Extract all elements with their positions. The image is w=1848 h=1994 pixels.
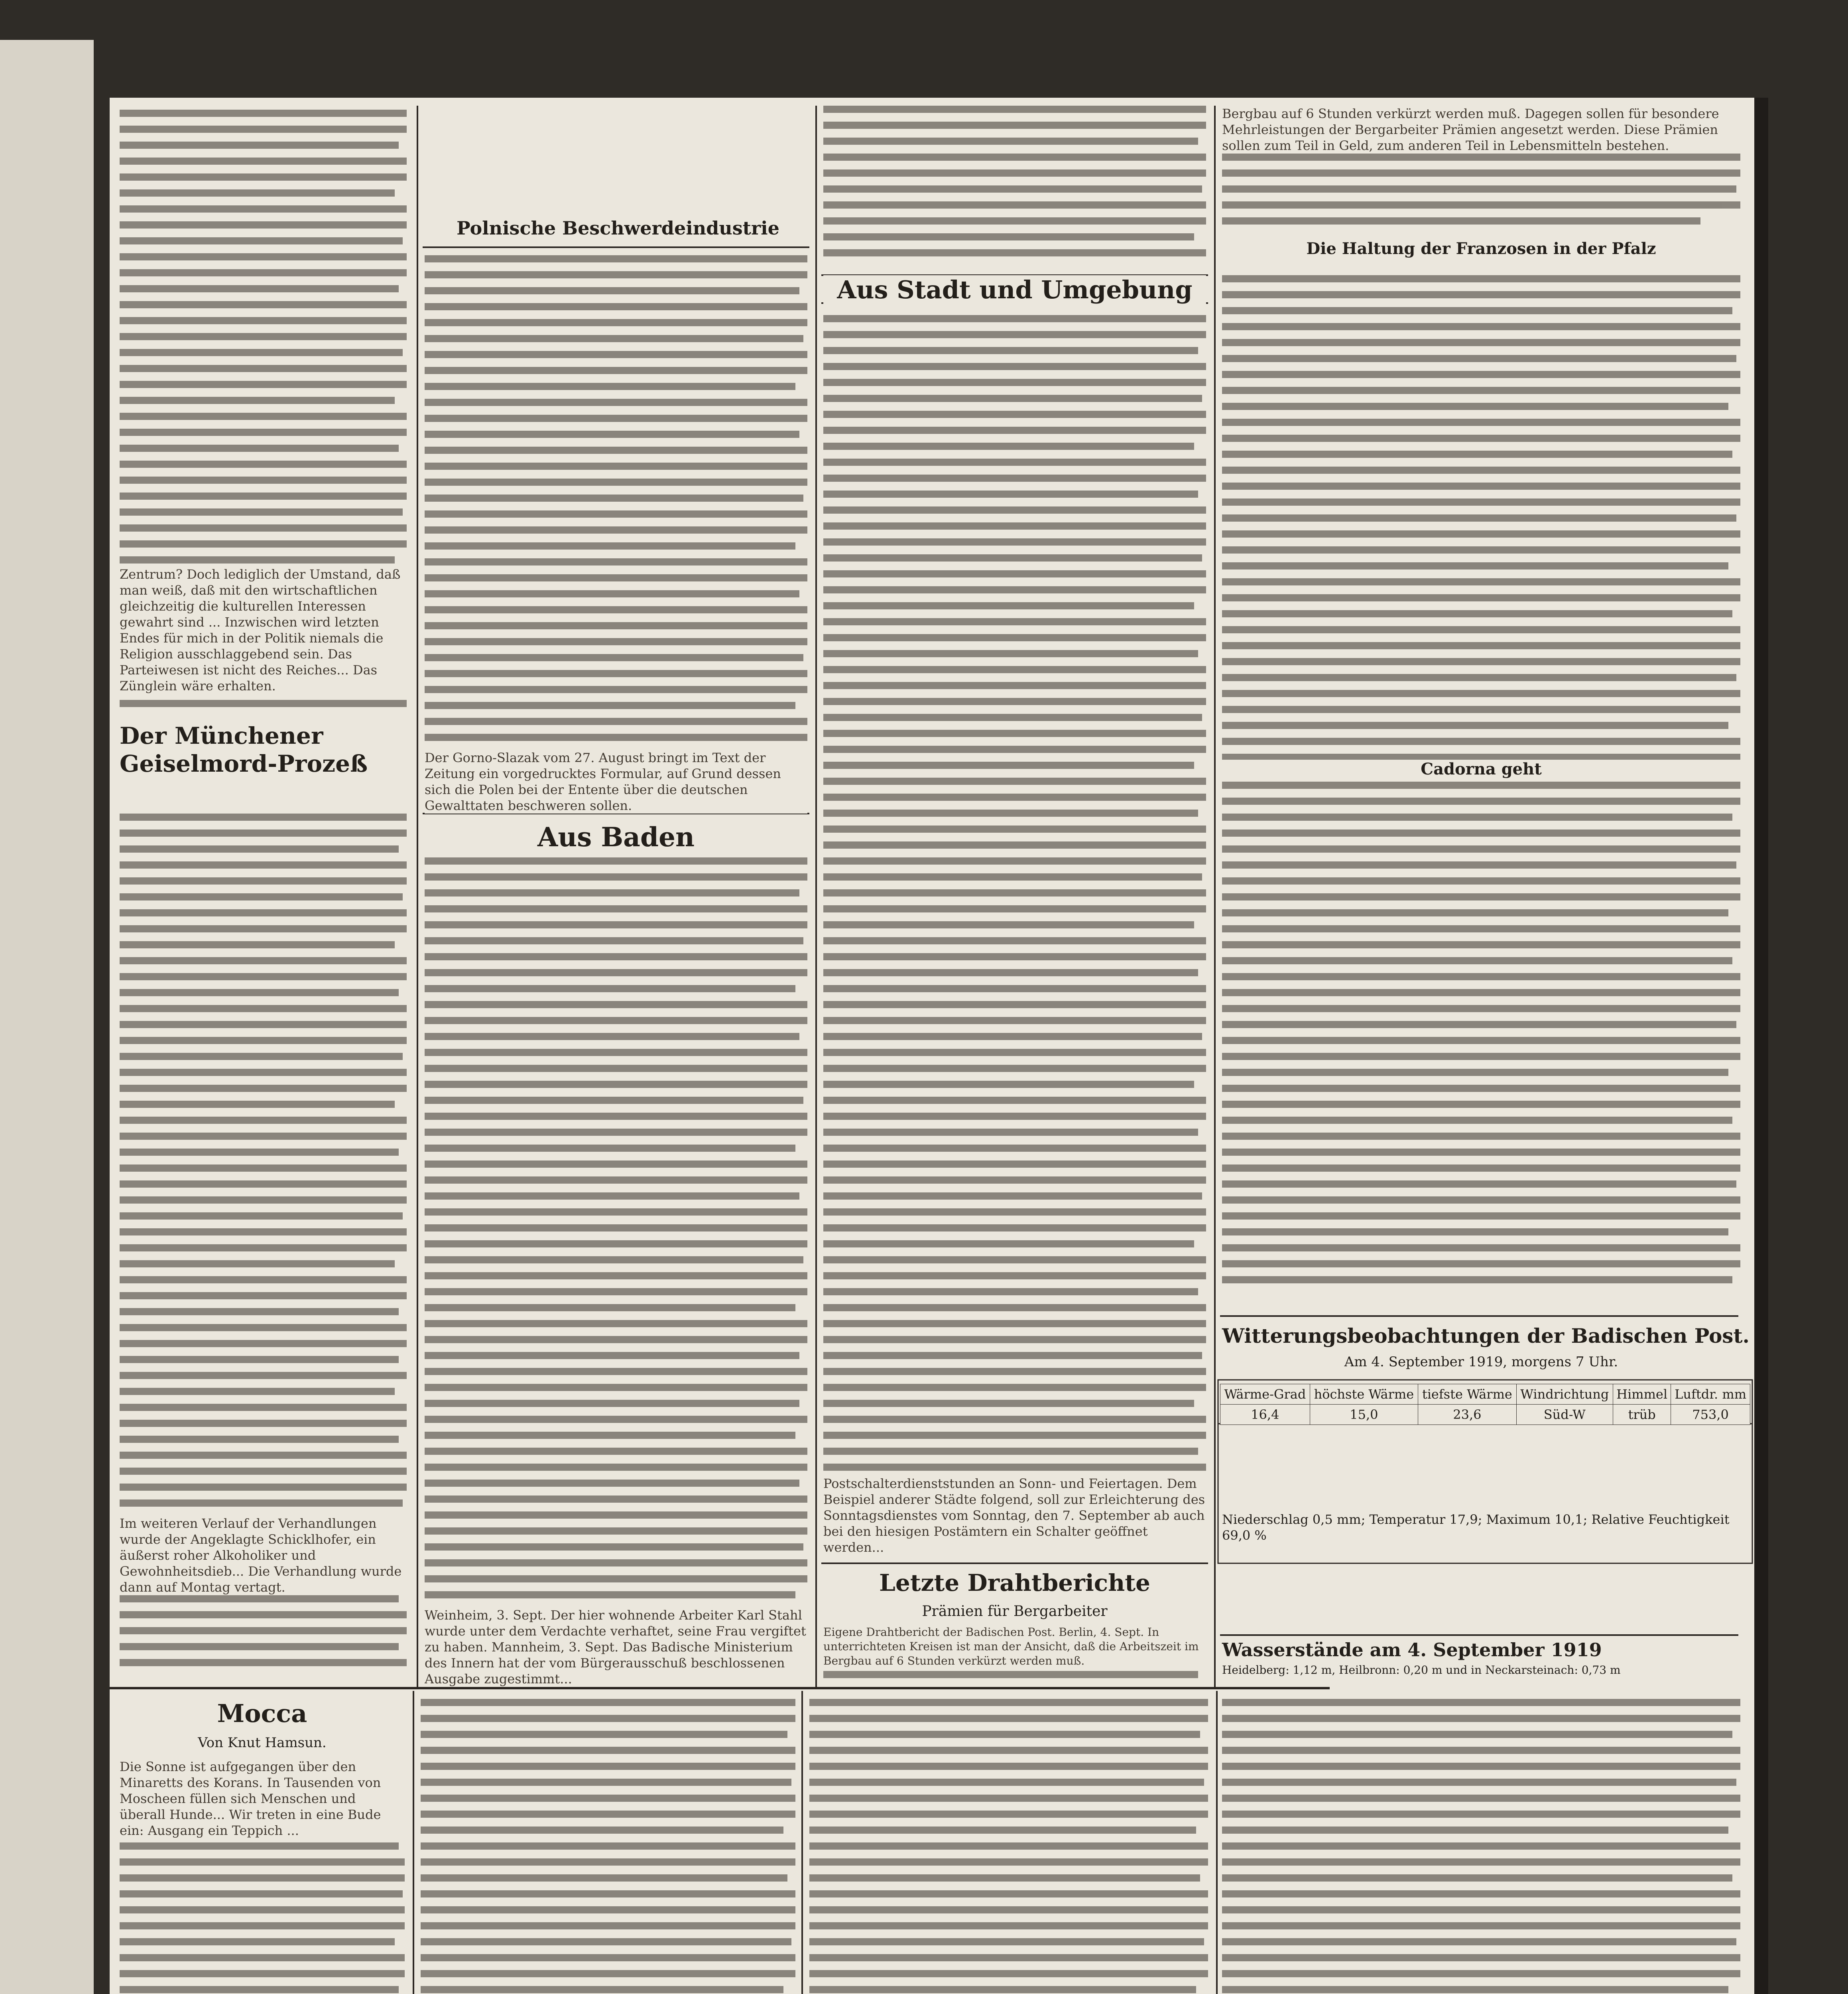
wt-h3: tiefste Wärme — [1418, 1384, 1516, 1405]
column1-top-text: Zentrum? Doch lediglich der Umstand, daß man weiß, daß mit den wirtschaftlichen gleichzeitig die kulturellen Interessen gewahrt sind ... Inzwischen wird letzten Endes für mich in der Politik niemals die Religion ausschlaggebend sein. Das Parteiwesen ist nicht des Reiches... Das Zünglein wäre erhalten. — [120, 566, 407, 694]
feuilleton-body: Die Sonne ist aufgegangen über den Minaretts des Korans. In Tausenden von Moscheen füllen sich Menschen und überall Hunde... Wir treten in eine Bude ein: Ausgang ein Teppich ... — [120, 1759, 405, 1838]
headline-pfalz: Die Haltung der Franzosen in der Pfalz — [1222, 239, 1740, 258]
headline-mocca: Mocca — [120, 1699, 405, 1728]
wt-h6: Luftdr. mm — [1671, 1384, 1750, 1405]
weather-table — [1220, 1384, 1750, 1425]
headline-polnische: Polnische Beschwerdeindustrie — [431, 217, 805, 239]
column2-baden-text: Weinheim, 3. Sept. Der hier wohnende Arbeiter Karl Stahl wurde unter dem Verdachte verhaftet, seine Frau vergiftet zu haben. Mannheim, 3. Sept. Das Badische Ministerium des Innern hat der vom Bürgerausschuß beschlossenen Ausgabe zugestimmt... — [425, 1607, 807, 1687]
wt-d2: 15,0 — [1310, 1405, 1418, 1425]
column3-letzte-text: Eigene Drahtbericht der Badischen Post. Berlin, 4. Sept. In unterrichteten Kreisen ist man der Ansicht, daß die Arbeitszeit im Bergbau auf 6 Stunden verkürzt werden muß. — [823, 1625, 1206, 1668]
byline-hamsun: Von Knut Hamsun. — [120, 1735, 405, 1751]
witterung-date: Am 4. September 1919, morgens 7 Uhr. — [1222, 1354, 1740, 1370]
weather-header-row — [1220, 1384, 1750, 1405]
wt-d3: 23,6 — [1418, 1405, 1516, 1425]
wt-d5: trüb — [1613, 1405, 1671, 1425]
wt-d4: Süd-W — [1516, 1405, 1613, 1425]
wt-h5: Himmel — [1613, 1384, 1671, 1405]
subhead-praemien: Prämien für Bergarbeiter — [823, 1603, 1206, 1620]
headline-aus-baden: Aus Baden — [425, 822, 807, 853]
column4-top-text: Bergbau auf 6 Stunden verkürzt werden muß. Dagegen sollen für besondere Mehrleistungen der Bergarbeiter Prämien angesetzt werden. Diese Prämien sollen zum Teil in Geld, zum anderen Teil in Lebensmitteln bestehen. — [1222, 106, 1740, 154]
weather-data-row — [1220, 1405, 1750, 1425]
headline-letzte-drahtberichte: Letzte Drahtberichte — [823, 1569, 1206, 1596]
headline-geiselmord: Der Münchener Geiselmord-Prozeß — [120, 722, 407, 778]
headline-witterung: Witterungsbeobachtungen der Badischen Post. — [1222, 1324, 1750, 1348]
headline-cadorna: Cadorna geht — [1222, 760, 1740, 778]
wasserstaende-text: Heidelberg: 1,12 m, Heilbronn: 0,20 m und in Neckarsteinach: 0,73 m — [1222, 1663, 1740, 1677]
column2-body-text: Der Gorno-Slazak vom 27. August bringt im Text der Zeitung ein vorgedrucktes Formular, auf Grund dessen sich die Polen bei der Entente über die deutschen Gewalttaten beschweren sollen. — [425, 750, 807, 814]
wt-h1: Wärme-Grad — [1220, 1384, 1310, 1405]
column3-body-text: Postschalterdienststunden an Sonn- und Feiertagen. Dem Beispiel anderer Städte folgend, soll zur Erleichterung des Sonntagsdienstes vom Sonntag, den 7. September ab auch bei den hiesigen Postämtern ein Schalter geöffnet werden... — [823, 1476, 1206, 1555]
column1-body-text: Im weiteren Verlauf der Verhandlungen wurde der Angeklagte Schicklhofer, ein äußerst roher Alkoholiker und Gewohnheitsdieb... Die Verhandlung wurde dann auf Montag vertagt. — [120, 1515, 407, 1595]
weather-notes: Niederschlag 0,5 mm; Temperatur 17,9; Maximum 10,1; Relative Feuchtigkeit 69,0 % — [1222, 1511, 1740, 1543]
wt-d1: 16,4 — [1220, 1405, 1310, 1425]
wt-h4: Windrichtung — [1516, 1384, 1613, 1405]
wt-h2: höchste Wärme — [1310, 1384, 1418, 1405]
wt-d6: 753,0 — [1671, 1405, 1750, 1425]
headline-wasserstaende: Wasserstände am 4. September 1919 — [1222, 1639, 1740, 1661]
headline-aus-stadt: Aus Stadt und Umgebung — [823, 275, 1206, 304]
